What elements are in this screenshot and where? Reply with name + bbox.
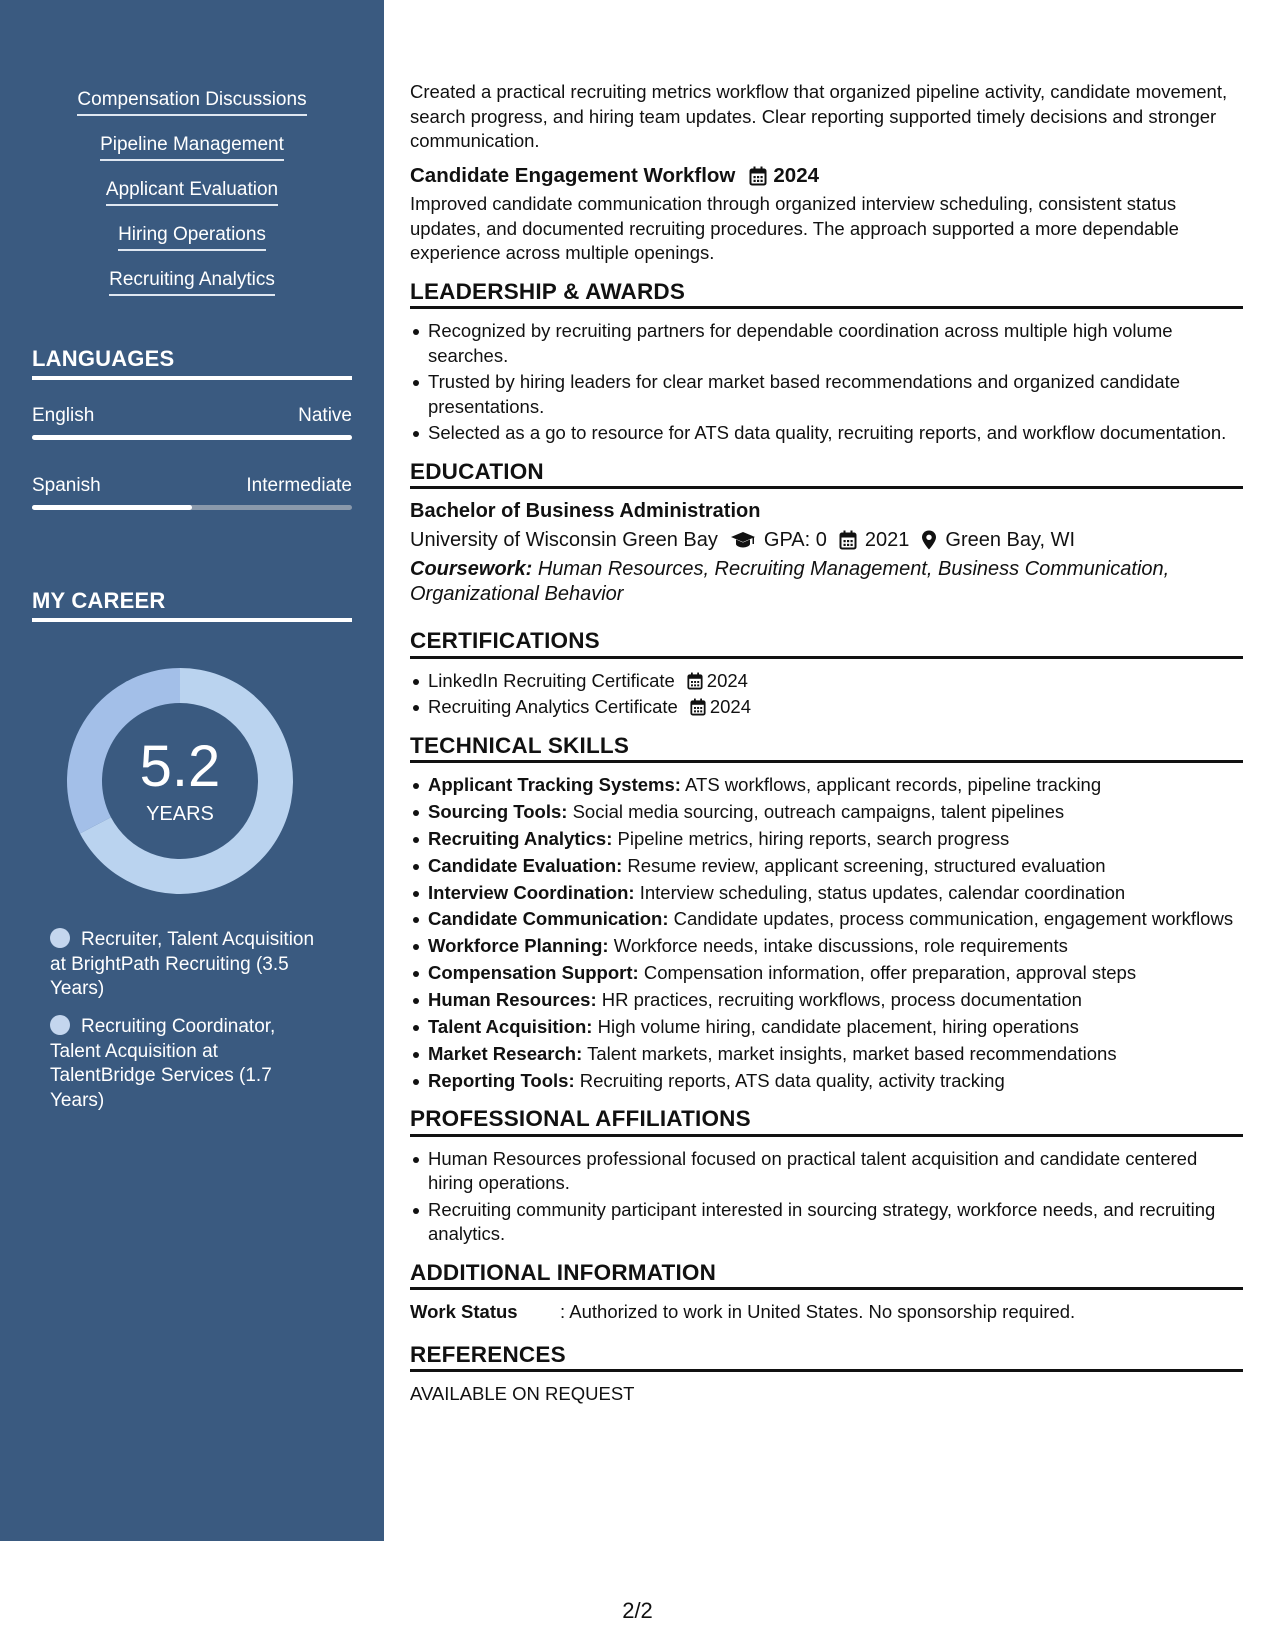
- map-pin-icon: [921, 530, 937, 550]
- list-item: [410, 1042, 1243, 1067]
- coursework: [410, 557, 1243, 607]
- calendar-icon: [839, 530, 857, 550]
- education-location: Green Bay, WI: [945, 528, 1076, 551]
- coursework-label: Coursework:: [410, 558, 533, 580]
- coursework-list: Human Resources, Recruiting Management, Business Communication, Organizational Behavior: [410, 558, 1170, 605]
- intro-paragraph: Created a practical recruiting metrics workflow that organized pipeline activity, candidate movement, search progress, and hiring team updates. Clear reporting supported timely decisions and stronger communication.: [410, 81, 1228, 151]
- graduation-cap-icon: [730, 530, 756, 550]
- language-row: [32, 475, 352, 497]
- list-item: [410, 961, 1243, 986]
- graduation-year: 2021: [864, 528, 910, 551]
- language-name: English: [32, 405, 95, 426]
- language-bar-fill: [32, 505, 192, 510]
- skill-label: Candidate Evaluation:: [428, 854, 623, 876]
- certifications-heading: CERTIFICATIONS: [410, 629, 1243, 659]
- languages-heading: LANGUAGES: [32, 346, 352, 380]
- project-description: Improved candidate communication through organized interview scheduling, consistent status updates, and documented recruiting procedures. The approach supported a more dependable experience across multiple openings.: [410, 193, 1179, 263]
- calendar-icon: [687, 672, 703, 690]
- skill-text: Candidate updates, process communication, engagement workflows: [673, 908, 1234, 930]
- language-bar: [32, 505, 352, 510]
- skill-text: Talent markets, market insights, market based recommendations: [587, 1042, 1117, 1064]
- list-item: [410, 854, 1243, 879]
- main-content: [410, 80, 1243, 1407]
- project-title: Candidate Engagement Workflow: [410, 163, 736, 187]
- career-item: [50, 928, 326, 1002]
- certificate-year: 2024: [709, 696, 752, 717]
- language-row: [32, 405, 352, 427]
- certificate-year: 2024: [706, 669, 748, 691]
- list-item: [410, 800, 1243, 825]
- career-total-unit: YEARS: [146, 803, 214, 825]
- skill-label: Candidate Communication:: [428, 908, 669, 930]
- skill-links: [0, 88, 384, 313]
- list-item: [410, 907, 1243, 932]
- career-donut-chart: [66, 667, 294, 895]
- skill-text: High volume hiring, candidate placement, hiring operations: [597, 1016, 1079, 1038]
- degree-title: Bachelor of Business Administration: [410, 500, 761, 522]
- skill-label: Sourcing Tools:: [428, 800, 568, 822]
- skill-label: Workforce Planning:: [428, 935, 609, 957]
- list-item: Trusted by hiring leaders for clear market based recommendations and organized candidate presentations.: [410, 370, 1243, 419]
- skill-label: Reporting Tools:: [428, 1069, 575, 1091]
- references-text: AVAILABLE ON REQUEST: [410, 1383, 635, 1405]
- skill-label: Interview Coordination:: [428, 881, 635, 903]
- career-heading: MY CAREER: [32, 588, 352, 622]
- project-title-row: [410, 164, 1243, 189]
- list-item: [410, 827, 1243, 852]
- list-item: [410, 988, 1243, 1013]
- skill-text: Interview scheduling, status updates, calendar coordination: [639, 881, 1126, 903]
- skill-link[interactable]: Hiring Operations: [118, 223, 266, 251]
- gpa: GPA: 0: [763, 528, 827, 551]
- career-item: [50, 1015, 326, 1113]
- list-item: [410, 1069, 1243, 1094]
- skill-label: Compensation Support:: [428, 962, 639, 984]
- list-item: [410, 695, 1243, 720]
- list-item: Recognized by recruiting partners for dependable coordination across multiple high volume searches.: [410, 319, 1243, 368]
- skill-link[interactable]: Pipeline Management: [100, 133, 284, 161]
- language-bar: [32, 435, 352, 440]
- skill-text: Workforce needs, intake discussions, role requirements: [613, 935, 1068, 957]
- certificate-name: LinkedIn Recruiting Certificate: [428, 669, 675, 691]
- work-status-label: Work Status: [410, 1301, 518, 1323]
- leadership-heading: LEADERSHIP & AWARDS: [410, 280, 1243, 310]
- skill-label: Talent Acquisition:: [428, 1016, 593, 1038]
- skill-label: Recruiting Analytics:: [428, 827, 613, 849]
- skill-text: Recruiting reports, ATS data quality, activity tracking: [579, 1069, 1005, 1091]
- language-bar-fill: [32, 435, 352, 440]
- education-details: [410, 528, 1243, 553]
- skill-link[interactable]: Recruiting Analytics: [109, 268, 275, 296]
- calendar-icon: [690, 698, 706, 716]
- skill-text: HR practices, recruiting workflows, process documentation: [601, 989, 1082, 1011]
- career-item-text: Recruiter, Talent Acquisition at BrightPath Recruiting (3.5 Years): [50, 929, 315, 999]
- certificate-name: Recruiting Analytics Certificate: [428, 696, 678, 717]
- additional-info-heading: ADDITIONAL INFORMATION: [410, 1261, 1243, 1291]
- skill-label: Human Resources:: [428, 989, 597, 1011]
- skill-link[interactable]: Compensation Discussions: [77, 88, 306, 116]
- technical-skills-list: [410, 773, 1243, 1093]
- list-item: [410, 934, 1243, 959]
- education-heading: EDUCATION: [410, 460, 1243, 490]
- work-status-row: [410, 1300, 1243, 1325]
- career-dot-icon: [50, 1015, 70, 1035]
- calendar-icon: [749, 166, 767, 186]
- skill-text: Social media sourcing, outreach campaigns, talent pipelines: [572, 800, 1065, 822]
- skill-label: Applicant Tracking Systems:: [428, 774, 681, 795]
- list-item: [410, 773, 1243, 798]
- skill-text: ATS workflows, applicant records, pipeline tracking: [685, 774, 1102, 795]
- career-item-text: Recruiting Coordinator, Talent Acquisition at TalentBridge Services (1.7 Years): [50, 1016, 276, 1111]
- skill-text: Pipeline metrics, hiring reports, search progress: [617, 827, 1010, 849]
- skill-label: Market Research:: [428, 1042, 583, 1064]
- language-name: Spanish: [32, 475, 101, 496]
- list-item: Human Resources professional focused on practical talent acquisition and candidate centered hiring operations.: [410, 1147, 1243, 1196]
- list-item: Selected as a go to resource for ATS data quality, recruiting reports, and workflow documentation.: [410, 421, 1243, 446]
- technical-skills-heading: TECHNICAL SKILLS: [410, 734, 1243, 764]
- work-status-value: : Authorized to work in United States. No sponsorship required.: [560, 1301, 1076, 1323]
- project-year: 2024: [773, 163, 819, 187]
- career-total-value: 5.2: [139, 734, 221, 799]
- affiliations-heading: PROFESSIONAL AFFILIATIONS: [410, 1107, 1243, 1137]
- page-number: 2/2: [622, 1598, 653, 1623]
- certifications-list: [410, 669, 1243, 720]
- career-dot-icon: [50, 928, 70, 948]
- skill-text: Compensation information, offer preparation, approval steps: [643, 962, 1137, 984]
- language-level: Native: [298, 405, 352, 426]
- references-heading: REFERENCES: [410, 1343, 1243, 1373]
- language-level: Intermediate: [246, 475, 352, 496]
- list-item: [410, 881, 1243, 906]
- school-name: University of Wisconsin Green Bay: [410, 528, 718, 551]
- affiliations-list: [410, 1147, 1243, 1247]
- leadership-list: [410, 319, 1243, 446]
- list-item: Recruiting community participant interested in sourcing strategy, workforce needs, and recruiting analytics.: [410, 1198, 1243, 1247]
- skill-link[interactable]: Applicant Evaluation: [106, 178, 278, 206]
- list-item: [410, 669, 1243, 694]
- skill-text: Resume review, applicant screening, structured evaluation: [627, 854, 1106, 876]
- list-item: [410, 1015, 1243, 1040]
- sidebar: [0, 0, 384, 1541]
